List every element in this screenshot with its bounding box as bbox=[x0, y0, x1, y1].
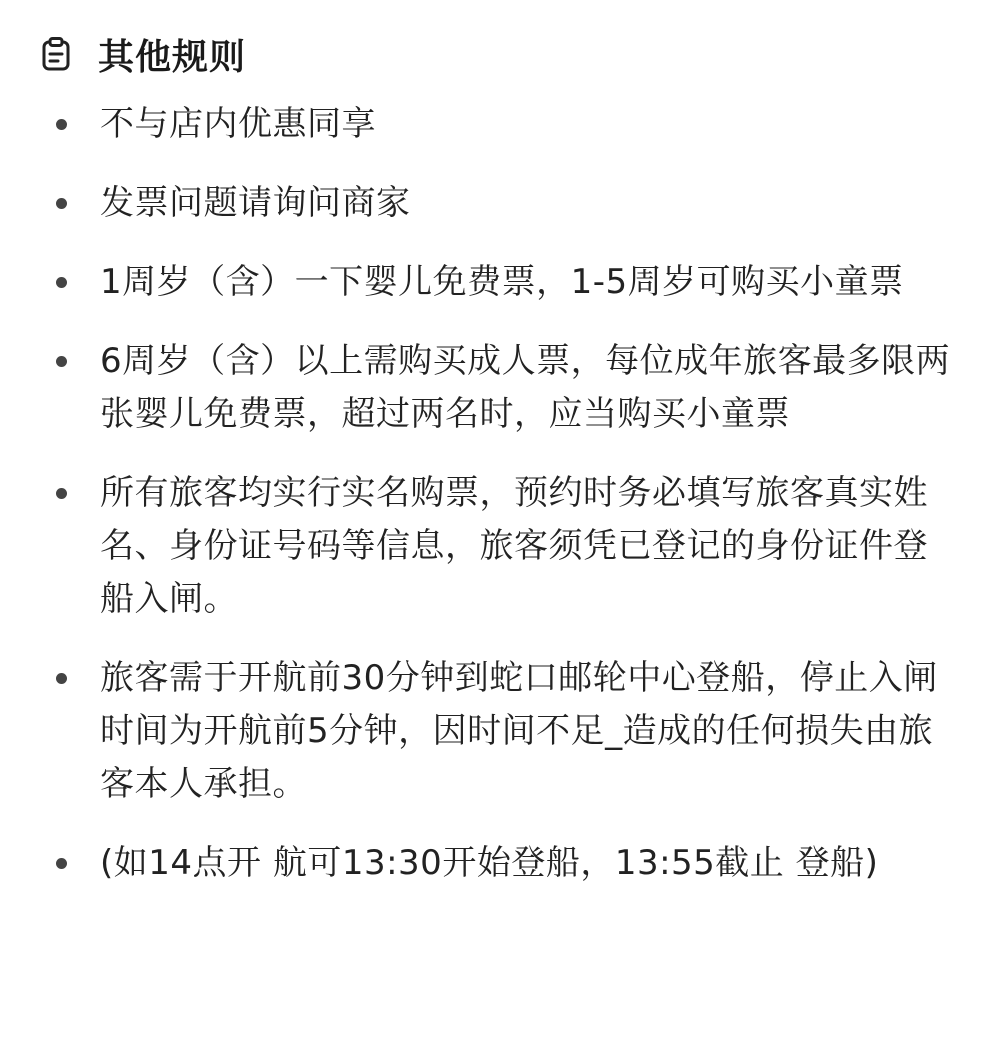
bullet-icon bbox=[56, 488, 67, 499]
rule-text: 旅客需于开航前30分钟到蛇口邮轮中心登船，停止入闸时间为开航前5分钟，因时间不足_造成的任何损失由旅客本人承担。 bbox=[100, 658, 938, 804]
section-header bbox=[0, 26, 1000, 82]
list-item bbox=[0, 467, 1000, 626]
rules-list bbox=[0, 98, 1000, 890]
list-item bbox=[0, 98, 1000, 151]
list-item bbox=[0, 256, 1000, 309]
rule-text: 发票问题请询问商家 bbox=[100, 183, 411, 223]
bullet-icon bbox=[56, 673, 67, 684]
list-item bbox=[0, 177, 1000, 230]
list-item bbox=[0, 837, 1000, 890]
bullet-icon bbox=[56, 119, 67, 130]
clipboard-icon bbox=[38, 36, 74, 72]
section-title: 其他规则 bbox=[98, 36, 247, 78]
bullet-icon bbox=[56, 198, 67, 209]
bullet-icon bbox=[56, 858, 67, 869]
rule-text: (如14点开 航可13:30开始登船，13:55截止 登船) bbox=[100, 843, 879, 883]
rule-text: 不与店内优惠同享 bbox=[100, 104, 376, 144]
bullet-icon bbox=[56, 356, 67, 367]
rule-text: 所有旅客均实行实名购票，预约时务必填写旅客真实姓名、身份证号码等信息，旅客须凭已登记的身份证件登船入闸。 bbox=[100, 473, 928, 619]
list-item bbox=[0, 335, 1000, 441]
list-item bbox=[0, 652, 1000, 811]
bullet-icon bbox=[56, 277, 67, 288]
rule-text: 6周岁（含）以上需购买成人票，每位成年旅客最多限两张婴儿免费票，超过两名时，应当购买小童票 bbox=[100, 341, 951, 434]
rule-text: 1周岁（含）一下婴儿免费票，1-5周岁可购买小童票 bbox=[100, 262, 904, 302]
